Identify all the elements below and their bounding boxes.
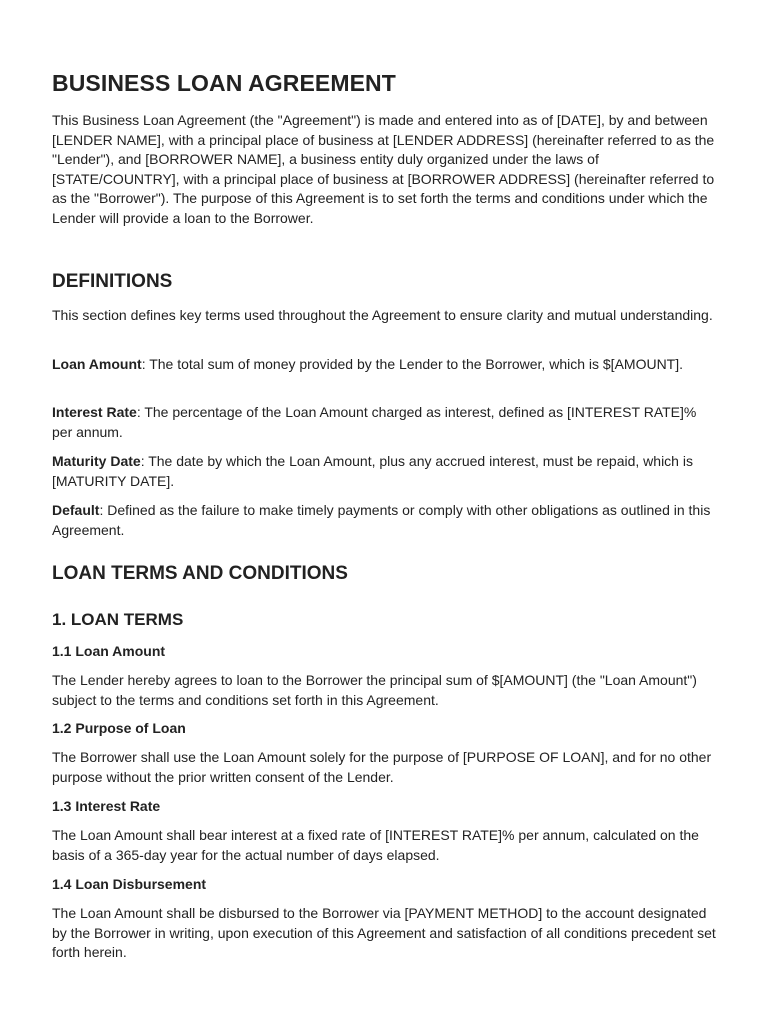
definition-term-name: Maturity Date [52, 453, 141, 469]
definition-interest-rate [52, 403, 720, 442]
definition-term-text: : The percentage of the Loan Amount charged as interest, defined as [INTEREST RATE]% per annum. [52, 404, 697, 440]
subsection-1-4-text: The Loan Amount shall be disbursed to the Borrower via [PAYMENT METHOD] to the account designated by the Borrower in writing, upon execution of this Agreement and satisfaction of all conditions precedent set forth herein. [52, 905, 716, 960]
section-1-heading: 1. LOAN TERMS [52, 610, 184, 629]
subsection-1-3-text: The Loan Amount shall bear interest at a fixed rate of [INTEREST RATE]% per annum, calculated on the basis of a 365-day year for the actual number of days elapsed. [52, 827, 699, 863]
definition-maturity-date [52, 452, 720, 491]
subsection-1-1-text: The Lender hereby agrees to loan to the Borrower the principal sum of $[AMOUNT] (the "Loan Amount") subject to the terms and conditions set forth in this Agreement. [52, 672, 697, 708]
definitions-heading: DEFINITIONS [52, 271, 173, 292]
definition-term-text: : The date by which the Loan Amount, plus any accrued interest, must be repaid, which is [MATURITY DATE]. [52, 453, 693, 489]
subsection-1-3-heading: 1.3 Interest Rate [52, 798, 161, 814]
definition-term-name: Default [52, 502, 100, 518]
definitions-intro: This section defines key terms used throughout the Agreement to ensure clarity and mutual understanding. [52, 307, 713, 323]
definition-term-name: Interest Rate [52, 404, 137, 420]
definition-term-text: : Defined as the failure to make timely payments or comply with other obligations as outlined in this Agreement. [52, 502, 711, 538]
definition-term-name: Loan Amount [52, 356, 142, 372]
definition-default [52, 501, 720, 540]
document-title: BUSINESS LOAN AGREEMENT [52, 70, 396, 96]
subsection-1-2-heading: 1.2 Purpose of Loan [52, 720, 186, 736]
subsection-1-2-text: The Borrower shall use the Loan Amount solely for the purpose of [PURPOSE OF LOAN], and for no other purpose without the prior written consent of the Lender. [52, 749, 712, 785]
loan-terms-conditions-heading: LOAN TERMS AND CONDITIONS [52, 563, 348, 584]
definition-term-text: : The total sum of money provided by the Lender to the Borrower, which is $[AMOUNT]. [141, 356, 684, 372]
intro-paragraph: This Business Loan Agreement (the "Agreement") is made and entered into as of [DATE], by and between [LENDER NAME], with a principal place of business at [LENDER ADDRESS] (hereinafter referred to as the "Lender"), and [BORROWER NAME], a business entity duly organized under the laws of [STATE/COUNTRY], with a principal place of business at [BORROWER ADDRESS] (hereinafter referred to as the "Borrower"). The purpose of this Agreement is to set forth the terms and conditions under which the Lender will provide a loan to the Borrower. [52, 112, 715, 226]
subsection-1-1-heading: 1.1 Loan Amount [52, 643, 166, 659]
definition-loan-amount [52, 355, 720, 375]
subsection-1-4-heading: 1.4 Loan Disbursement [52, 876, 207, 892]
